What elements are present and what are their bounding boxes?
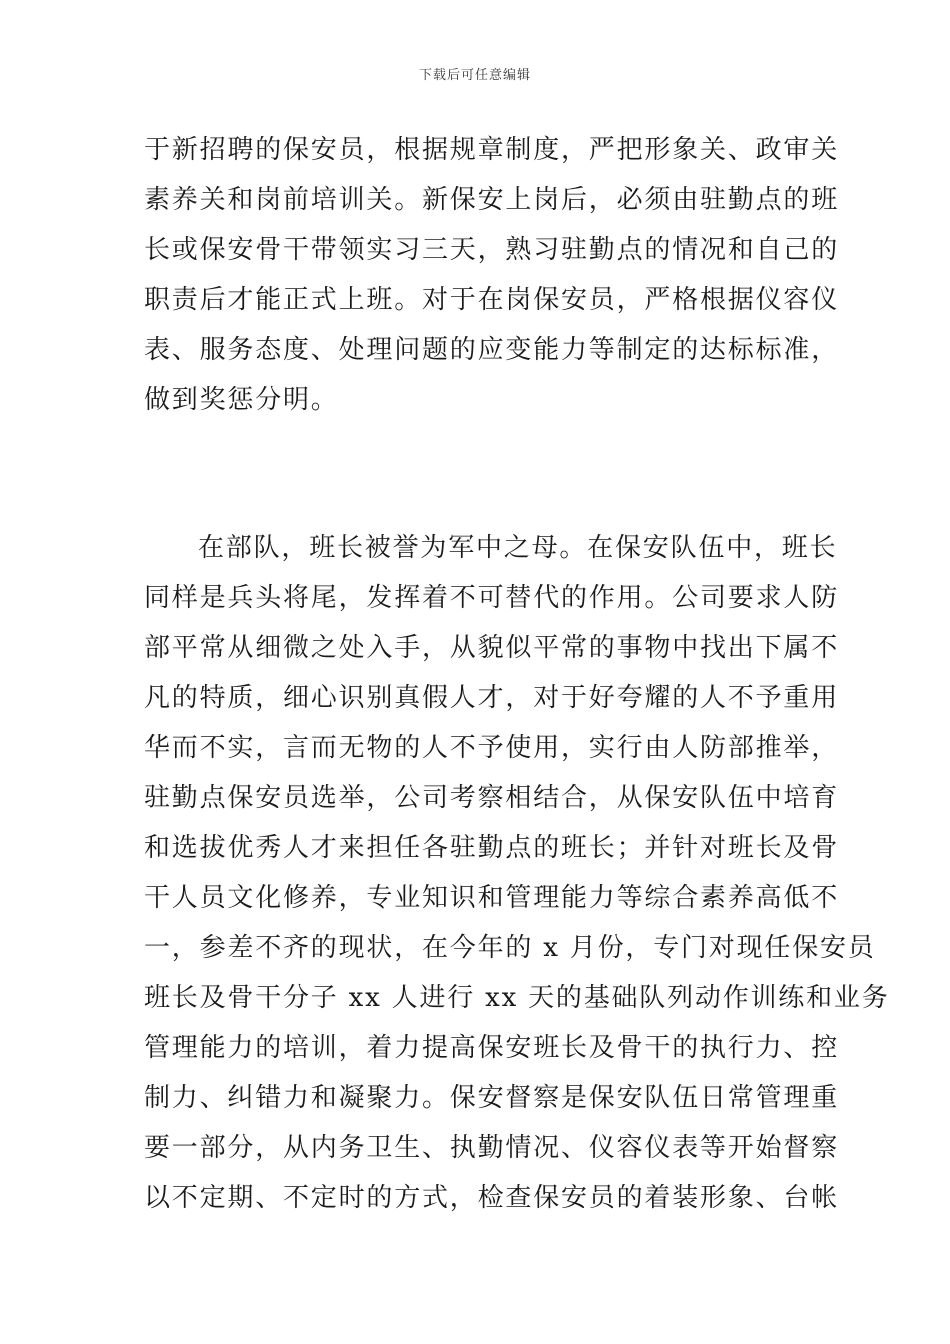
- text-line: 以不定期、不定时的方式，检查保安员的着装形象、台帐: [144, 1183, 840, 1213]
- text-line: 华而不实，言而无物的人不予使用，实行由人防部推举，: [144, 733, 840, 763]
- text-line: 于新招聘的保安员，根据规章制度，严把形象关、政审关: [144, 135, 840, 165]
- text-line: 做到奖惩分明。: [144, 385, 339, 415]
- text-line: 干人员文化修养，专业知识和管理能力等综合素养高低不: [144, 883, 840, 913]
- text-line: 制力、纠错力和凝聚力。保安督察是保安队伍日常管理重: [144, 1083, 840, 1113]
- text-line: 表、服务态度、处理问题的应变能力等制定的达标标准，: [144, 335, 840, 365]
- text-line: 部平常从细微之处入手，从貌似平常的事物中找出下属不: [144, 633, 840, 663]
- text-line: 同样是兵头将尾，发挥着不可替代的作用。公司要求人防: [144, 583, 840, 613]
- paragraph-2: [144, 523, 890, 1223]
- text-line: 班长及骨干分子 xx 人进行 xx 天的基础队列动作训练和业务: [144, 983, 890, 1013]
- text-line: 管理能力的培训，着力提高保安班长及骨干的执行力、控: [144, 1033, 840, 1063]
- text-line: 要一部分，从内务卫生、执勤情况、仪容仪表等开始督察: [144, 1133, 840, 1163]
- paragraph-1: [144, 125, 840, 425]
- text-line: 一，参差不齐的现状，在今年的 x 月份，专门对现任保安员: [144, 933, 876, 963]
- text-line: 在部队，班长被誉为军中之母。在保安队伍中，班长: [198, 533, 838, 563]
- text-line: 和选拔优秀人才来担任各驻勤点的班长；并针对班长及骨: [144, 833, 840, 863]
- text-line: 凡的特质，细心识别真假人才，对于好夸耀的人不予重用: [144, 683, 840, 713]
- text-line: 素养关和岗前培训关。新保安上岗后，必须由驻勤点的班: [144, 185, 840, 215]
- text-line: 驻勤点保安员选举，公司考察相结合，从保安队伍中培育: [144, 783, 840, 813]
- text-line: 长或保安骨干带领实习三天，熟习驻勤点的情况和自己的: [144, 235, 840, 265]
- page-header: 下载后可任意编辑: [418, 68, 531, 83]
- text-line: 职责后才能正式上班。对于在岗保安员，严格根据仪容仪: [144, 285, 840, 315]
